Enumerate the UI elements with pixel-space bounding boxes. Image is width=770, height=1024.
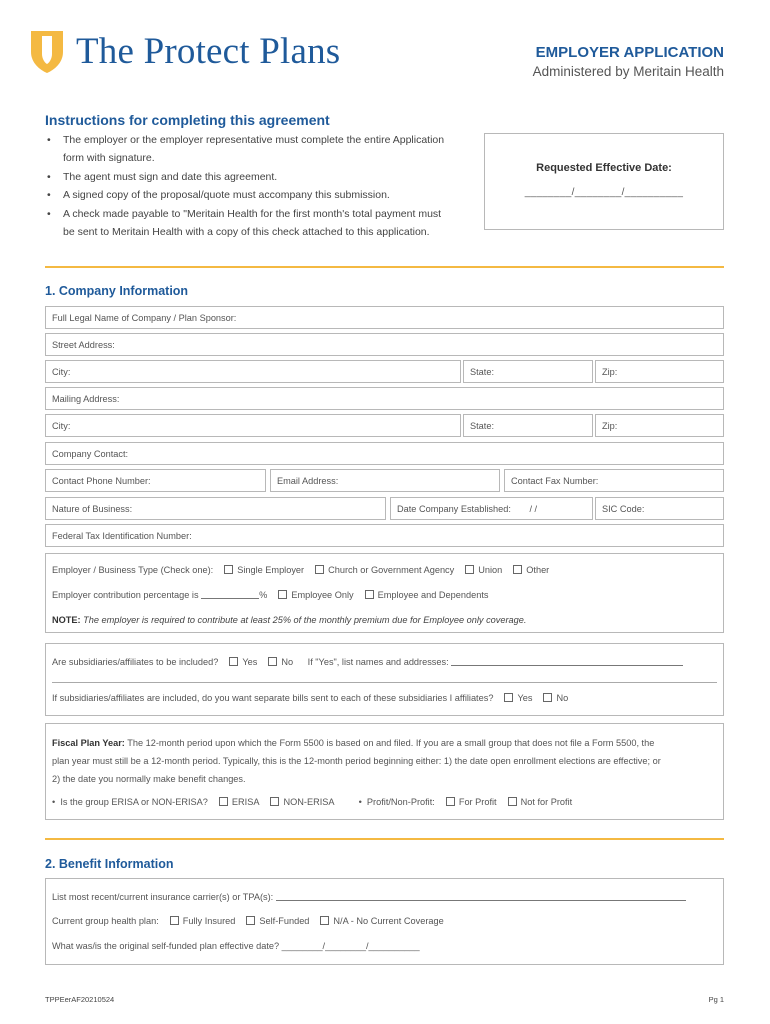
instruction-item: • A signed copy of the proposal/quote must accompany this submission. (45, 186, 445, 204)
option-erisa: ERISA (231, 797, 260, 807)
fiscal-label: Fiscal Plan Year: (52, 738, 125, 748)
checkbox[interactable] (268, 657, 277, 666)
mailing-state-field[interactable]: State: (463, 414, 593, 437)
application-title: EMPLOYER APPLICATION (535, 44, 724, 61)
fein-row (45, 524, 724, 547)
date-established-field[interactable] (390, 497, 593, 520)
benefit-section-title: 2. Benefit Information (45, 857, 174, 871)
checkbox[interactable] (465, 565, 474, 574)
erisa-question: Is the group ERISA or NON-ERISA? (60, 797, 208, 807)
option-self-funded: Self-Funded (259, 916, 310, 926)
zip-field[interactable]: Zip: (595, 360, 724, 383)
option-employee-dependents: Employee and Dependents (377, 590, 489, 600)
checkbox[interactable] (320, 916, 329, 925)
contribution-label: Employer contribution percentage is (52, 590, 199, 600)
carriers-label: List most recent/current insurance carrier(s) or TPA(s): (52, 892, 274, 902)
company-section-title: 1. Company Information (45, 284, 189, 298)
date-established-label: Date Company Established: (397, 504, 511, 514)
contribution-percent-input[interactable] (201, 590, 259, 599)
carriers-line (52, 892, 686, 902)
option-union: Union (478, 565, 503, 575)
checkbox[interactable] (224, 565, 233, 574)
option-employee-only: Employee Only (291, 590, 354, 600)
shield-logo-icon (30, 30, 64, 74)
subsidiaries-box (45, 643, 724, 716)
option-single-employer: Single Employer (237, 565, 305, 575)
contact-phone-field[interactable]: Contact Phone Number: (45, 469, 266, 492)
mailing-address-field[interactable]: Mailing Address: (45, 387, 724, 410)
benefit-box (45, 878, 724, 965)
city-field[interactable]: City: (45, 360, 461, 383)
option-non-erisa: NON-ERISA (283, 797, 335, 807)
business-type-line (52, 565, 549, 575)
subsidiaries-names-input[interactable] (451, 657, 683, 666)
checkbox[interactable] (513, 565, 522, 574)
instructions-title: Instructions for completing this agreement (45, 112, 330, 128)
checkbox[interactable] (504, 693, 513, 702)
checkbox[interactable] (446, 797, 455, 806)
contact-fax-field[interactable]: Contact Fax Number: (504, 469, 724, 492)
option-no: No (281, 657, 294, 667)
sic-code-field[interactable]: SIC Code: (595, 497, 724, 520)
plan-type-line (52, 916, 444, 926)
fiscal-plan-year-box (45, 723, 724, 820)
effective-date-label: Requested Effective Date: (536, 162, 672, 174)
date-established-slashes: / / (529, 504, 538, 514)
note-label: NOTE: (52, 615, 81, 625)
option-yes: Yes (242, 657, 258, 667)
option-for-profit: For Profit (458, 797, 497, 807)
instruction-item: • The agent must sign and date this agreement. (45, 168, 445, 186)
self-funded-date-field[interactable]: ________/________/__________ (281, 941, 420, 951)
option-yes-2: Yes (517, 693, 533, 703)
instruction-item: • The employer or the employer representative must complete the entire Application form with signature. (45, 131, 445, 168)
checkbox[interactable] (246, 916, 255, 925)
section-divider (45, 266, 724, 268)
state-field[interactable]: State: (463, 360, 593, 383)
mailing-city-state-zip-row (45, 414, 724, 437)
mailing-row (45, 387, 724, 410)
carriers-input[interactable] (276, 892, 686, 901)
checkbox[interactable] (278, 590, 287, 599)
bullet: • (52, 797, 61, 807)
form-code: TPPEerAF20210524 (45, 995, 115, 1004)
bullet: • (358, 797, 367, 807)
profit-label: Profit/Non-Profit: (366, 797, 435, 807)
company-contact-field[interactable]: Company Contact: (45, 442, 724, 465)
self-funded-date-line (52, 941, 420, 951)
mailing-city-field[interactable]: City: (45, 414, 461, 437)
federal-tax-id-field[interactable]: Federal Tax Identification Number: (45, 524, 724, 547)
nature-of-business-field[interactable]: Nature of Business: (45, 497, 386, 520)
instructions-list (45, 131, 445, 241)
business-type-label: Employer / Business Type (Check one): (52, 565, 214, 575)
brand-name: The Protect Plans (76, 31, 341, 72)
separate-bills-question: If subsidiaries/affiliates are included, do you want separate bills sent to each of these subsidiaries I affiliates? (52, 693, 494, 703)
checkbox[interactable] (229, 657, 238, 666)
effective-date-box[interactable] (484, 133, 724, 230)
checkbox[interactable] (270, 797, 279, 806)
business-row (45, 497, 724, 520)
application-subtitle: Administered by Meritain Health (532, 64, 724, 79)
contribution-line (52, 590, 488, 600)
option-no-2: No (556, 693, 569, 703)
legal-name-row (45, 306, 724, 329)
option-fully-insured: Fully Insured (182, 916, 236, 926)
subsidiaries-extra-line[interactable] (52, 682, 717, 683)
checkbox[interactable] (315, 565, 324, 574)
mailing-zip-field[interactable]: Zip: (595, 414, 724, 437)
option-other: Other (526, 565, 550, 575)
effective-date-field[interactable]: ________/________/__________ (524, 187, 684, 198)
phone-email-fax-row (45, 469, 724, 492)
percent-sign: % (259, 590, 268, 600)
fiscal-text-3: 2) the date you normally make benefit changes. (52, 774, 246, 784)
option-not-for-profit: Not for Profit (520, 797, 573, 807)
self-funded-date-label: What was/is the original self-funded plan effective date? (52, 941, 280, 951)
business-type-box (45, 553, 724, 633)
instruction-item: • A check made payable to "Meritain Health for the first month's total payment must be sent to Meritain Health with a copy of this check attached to this application. (45, 205, 445, 242)
erisa-line (52, 797, 572, 807)
subsidiaries-line (52, 657, 683, 667)
legal-name-field[interactable]: Full Legal Name of Company / Plan Sponsor: (45, 306, 724, 329)
checkbox[interactable] (508, 797, 517, 806)
page-number: Pg 1 (708, 995, 724, 1004)
fiscal-text-2: plan year must still be a 12-month period. Typically, this is the 12-month period beginning either: 1) the date open enrollment elections are effective; or (52, 756, 661, 766)
city-state-zip-row (45, 360, 724, 383)
if-yes-label: If "Yes", list names and addresses: (307, 657, 449, 667)
section-divider (45, 838, 724, 840)
street-address-field[interactable]: Street Address: (45, 333, 724, 356)
contact-row (45, 442, 724, 465)
checkbox[interactable] (365, 590, 374, 599)
email-address-field[interactable]: Email Address: (270, 469, 500, 492)
fiscal-text-1: The 12-month period upon which the Form 5500 is based on and filed. If you are a small group that does not file a Form 5500, the (127, 738, 655, 748)
separate-bills-line (52, 693, 568, 703)
contribution-note (52, 615, 526, 625)
subsidiaries-question: Are subsidiaries/affiliates to be included? (52, 657, 219, 667)
street-row (45, 333, 724, 356)
note-text: The employer is required to contribute at least 25% of the monthly premium due for Employee only coverage. (83, 615, 527, 625)
fiscal-line-1 (52, 738, 654, 748)
checkbox[interactable] (219, 797, 228, 806)
checkbox[interactable] (543, 693, 552, 702)
checkbox[interactable] (170, 916, 179, 925)
option-church-government: Church or Government Agency (328, 565, 455, 575)
option-no-coverage: N/A - No Current Coverage (333, 916, 444, 926)
plan-type-label: Current group health plan: (52, 916, 159, 926)
